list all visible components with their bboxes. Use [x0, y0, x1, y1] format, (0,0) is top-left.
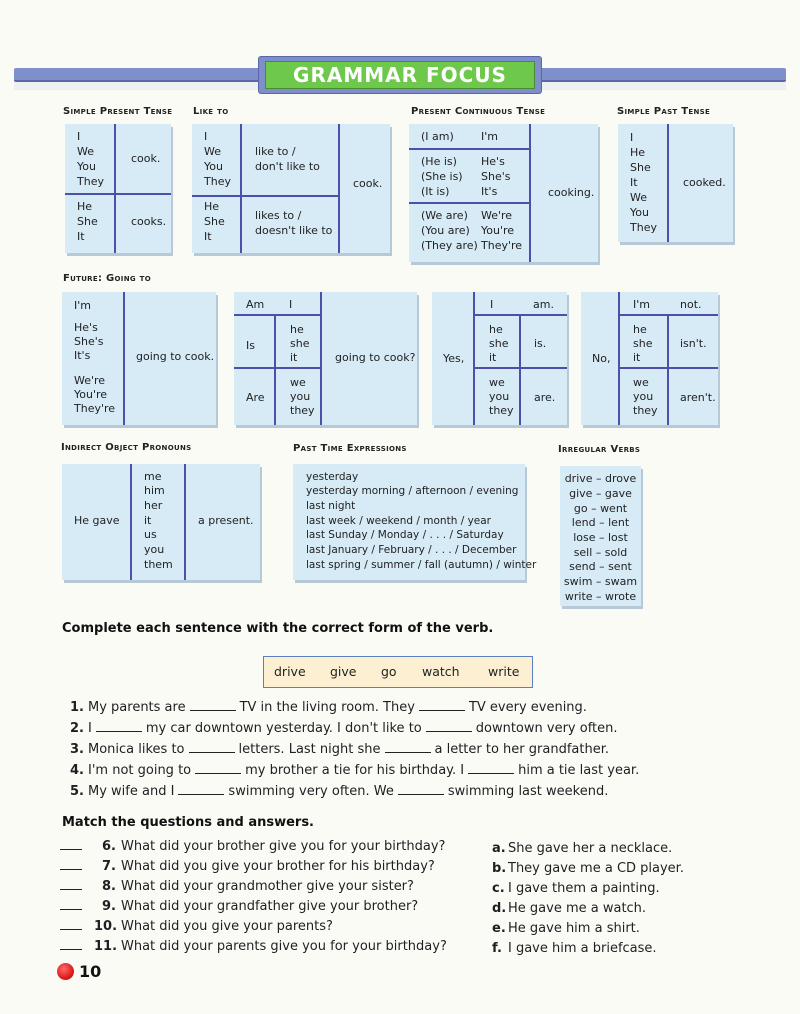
subject: You — [204, 160, 223, 173]
subject: you — [489, 390, 510, 403]
answer-text: I gave him a briefcase. — [508, 941, 657, 956]
subject: it — [489, 351, 497, 364]
match-blank[interactable] — [60, 939, 82, 950]
verb: not. — [680, 298, 702, 311]
subject: I — [490, 298, 494, 311]
subject: They're — [74, 402, 116, 415]
subject: they — [290, 404, 315, 417]
expression: yesterday morning / afternoon / evening — [306, 485, 519, 497]
verb: am. — [533, 298, 554, 311]
subject: we — [633, 376, 649, 389]
present-continuous-table — [409, 124, 598, 262]
yes-word: Yes, — [443, 352, 465, 365]
banner-title: GRAMMAR FOCUS — [293, 63, 507, 87]
heading-irregular: Irregular Verbs — [558, 444, 641, 455]
answer-c — [492, 881, 660, 896]
subject: They — [630, 221, 657, 234]
verb-pair: drive – drove — [564, 472, 637, 485]
sentence-number: 5. — [70, 784, 84, 799]
question-number: 11. — [94, 939, 118, 954]
subject: I — [77, 130, 81, 143]
question-text: What did you give your parents? — [121, 919, 333, 934]
sentence-5 — [70, 784, 608, 799]
short-form: She's — [481, 170, 511, 183]
word-bank-item: go — [381, 664, 397, 679]
subject: We — [630, 191, 647, 204]
grammar-focus-banner — [258, 56, 542, 94]
pronoun: it — [144, 514, 152, 527]
subject: She — [630, 161, 651, 174]
sentence-part: TV in the living room. They — [239, 700, 415, 715]
full-form: (They are) — [421, 239, 478, 252]
answer-text: He gave me a watch. — [508, 901, 647, 916]
heading-simple-past: Simple Past Tense — [617, 106, 711, 117]
question-number: 10. — [94, 919, 118, 934]
answer-a — [492, 841, 672, 856]
sentence-part: swimming last weekend. — [447, 784, 609, 799]
answer-e — [492, 921, 640, 936]
answer-blank[interactable] — [398, 784, 444, 795]
question-text: What did your grandmother give your sister? — [121, 879, 414, 894]
sentence-3 — [70, 742, 609, 757]
verb: cooks. — [131, 215, 167, 228]
full-form: (She is) — [421, 170, 463, 183]
sentence-1 — [70, 700, 587, 715]
subject: It's — [74, 349, 91, 362]
exercise1-instruction: Complete each sentence with the correct form of the verb. — [62, 621, 494, 636]
sentence-part: letters. Last night she — [238, 742, 381, 757]
page-number: 10 — [79, 962, 102, 981]
expression: yesterday — [306, 471, 359, 483]
question-number: 9. — [102, 899, 116, 914]
future-question-table — [234, 292, 417, 425]
verb: cooking. — [548, 186, 595, 199]
match-blank[interactable] — [60, 879, 82, 890]
subject: It — [630, 176, 638, 189]
no-answer-table — [581, 292, 718, 425]
subject: You — [77, 160, 96, 173]
word-bank-item: watch — [422, 664, 460, 679]
simple-past-table — [618, 124, 733, 242]
answer-text: He gave him a shirt. — [508, 921, 640, 936]
question-text: What did you give your brother for his birthday? — [121, 859, 435, 874]
like-phrase: doesn't like to — [255, 224, 333, 237]
aux: Are — [246, 391, 265, 404]
sentence-part: swimming very often. We — [228, 784, 394, 799]
subject: he — [489, 323, 503, 336]
expression: last spring / summer / fall (autumn) / winter — [306, 559, 537, 571]
expression: last week / weekend / month / year — [306, 515, 492, 527]
answer-blank[interactable] — [195, 763, 241, 774]
subject: He's — [74, 321, 98, 334]
simple-present-table — [65, 124, 171, 253]
short-form: They're — [481, 239, 523, 252]
subject: it — [633, 351, 641, 364]
full-form: (I am) — [421, 130, 454, 143]
going-to-phrase: going to cook. — [136, 350, 215, 363]
subject: it — [290, 351, 298, 364]
sentence-part: I'm not going to — [88, 763, 192, 778]
verb: cook. — [353, 177, 383, 190]
subject: He — [204, 200, 220, 213]
subject: you — [290, 390, 311, 403]
subject: She — [204, 215, 225, 228]
answer-blank[interactable] — [96, 721, 142, 732]
sentence-part: TV every evening. — [468, 700, 587, 715]
subject: we — [489, 376, 505, 389]
aux: Is — [246, 339, 255, 352]
subject: she — [633, 337, 653, 350]
expression: last January / February / . . . / December — [306, 544, 517, 556]
full-form: (You are) — [421, 224, 470, 237]
answer-letter: b. — [492, 861, 507, 876]
full-form: (We are) — [421, 209, 468, 222]
verb: cook. — [131, 152, 161, 165]
subject: They — [204, 175, 231, 188]
subject: We — [204, 145, 221, 158]
match-blank[interactable] — [60, 899, 82, 910]
subject: You're — [74, 388, 108, 401]
answer-blank[interactable] — [178, 784, 224, 795]
question-text: What did your grandfather give your brother? — [121, 899, 419, 914]
word-bank-item: drive — [274, 664, 306, 679]
subject: I — [204, 130, 208, 143]
subject: he — [290, 323, 304, 336]
answer-letter: d. — [492, 901, 507, 916]
full-form: (It is) — [421, 185, 450, 198]
exercise2-instruction: Match the questions and answers. — [62, 815, 314, 830]
subject: I'm — [74, 299, 91, 312]
verb-pair: lend – lent — [571, 516, 630, 529]
answer-text: She gave her a necklace. — [508, 841, 673, 856]
subject: I — [289, 298, 293, 311]
yes-answer-table — [432, 292, 567, 425]
question-number: 8. — [102, 879, 116, 894]
question-6 — [60, 839, 445, 854]
sentence-part: My parents are — [88, 700, 186, 715]
verb-pair: lose – lost — [573, 531, 628, 544]
sentence-4 — [70, 763, 639, 778]
subject: She — [77, 215, 98, 228]
subject: she — [290, 337, 310, 350]
verb: is. — [534, 337, 547, 350]
answer-text: I gave them a painting. — [508, 881, 660, 896]
word-bank — [263, 656, 533, 688]
answer-letter: c. — [492, 881, 505, 896]
heading-present-continuous: Present Continuous Tense — [411, 106, 546, 117]
verb: are. — [534, 391, 556, 404]
sentence-end: a present. — [198, 514, 254, 527]
question-11 — [60, 939, 447, 954]
expression: last Sunday / Monday / . . . / Saturday — [306, 529, 504, 541]
sentence-part: My wife and I — [88, 784, 175, 799]
word-bank-item: give — [330, 664, 357, 679]
question-8 — [60, 879, 414, 894]
answer-letter: a. — [492, 841, 506, 856]
word-bank-item: write — [488, 664, 520, 679]
expression: last night — [306, 500, 356, 512]
short-form: It's — [481, 185, 498, 198]
subject: She's — [74, 335, 104, 348]
pronoun: him — [144, 484, 165, 497]
answer-blank[interactable] — [385, 742, 431, 753]
short-form: We're — [481, 209, 513, 222]
question-number: 7. — [102, 859, 116, 874]
subject: we — [290, 376, 306, 389]
full-form: (He is) — [421, 155, 457, 168]
sentence-number: 3. — [70, 742, 84, 757]
heading-indirect-object: Indirect Object Pronouns — [61, 442, 192, 453]
question-text: What did your parents give you for your birthday? — [121, 939, 447, 954]
aux: Am — [246, 298, 265, 311]
sentence-number: 4. — [70, 763, 84, 778]
indirect-object-table — [62, 464, 260, 580]
answer-blank[interactable] — [190, 700, 236, 711]
subject: It — [77, 230, 85, 243]
sentence-2 — [70, 721, 618, 736]
like-phrase: like to / — [255, 145, 296, 158]
question-9 — [60, 899, 418, 914]
pronoun: us — [144, 528, 157, 541]
question-10 — [60, 919, 333, 934]
heading-future: Future: Going to — [63, 273, 152, 284]
subject: It — [204, 230, 212, 243]
heading-simple-present: Simple Present Tense — [63, 106, 173, 117]
answer-blank[interactable] — [419, 700, 465, 711]
answer-text: They gave me a CD player. — [508, 861, 684, 876]
pronoun: her — [144, 499, 163, 512]
future-statement-table — [62, 292, 216, 425]
irregular-verbs-box — [560, 466, 641, 606]
short-form: You're — [481, 224, 515, 237]
verb: cooked. — [683, 176, 726, 189]
subject: They — [77, 175, 104, 188]
match-blank[interactable] — [60, 839, 82, 850]
sentence-number: 1. — [70, 700, 84, 715]
past-time-expressions-box — [293, 464, 537, 580]
subject: they — [489, 404, 514, 417]
verb-pair: write – wrote — [564, 590, 637, 603]
subject: you — [633, 390, 654, 403]
verb: isn't. — [680, 337, 707, 350]
sentence-part: Monica likes to — [88, 742, 185, 757]
page-dot-icon — [57, 963, 74, 980]
verb-pair: go – went — [573, 502, 628, 515]
subject: they — [633, 404, 658, 417]
sentence-part: my car downtown yesterday. I don't like to — [145, 721, 422, 736]
sentence-start: He gave — [74, 514, 120, 527]
pronoun: you — [144, 543, 165, 556]
subject: We — [77, 145, 94, 158]
question-number: 6. — [102, 839, 116, 854]
subject: she — [489, 337, 509, 350]
like-phrase: don't like to — [255, 160, 320, 173]
verb-pair: sell – sold — [573, 546, 628, 559]
no-word: No, — [592, 352, 611, 365]
subject: We're — [74, 374, 106, 387]
match-blank[interactable] — [60, 919, 82, 930]
short-form: He's — [481, 155, 505, 168]
like-to-table — [192, 124, 390, 253]
answer-blank[interactable] — [189, 742, 235, 753]
short-form: I'm — [481, 130, 498, 143]
subject: I'm — [633, 298, 650, 311]
answer-blank[interactable] — [426, 721, 472, 732]
verb-pair: swim – swam — [563, 575, 638, 588]
answer-d — [492, 901, 646, 916]
sentence-part: I — [88, 721, 92, 736]
subject: he — [633, 323, 647, 336]
going-to-phrase: going to cook? — [335, 351, 416, 364]
answer-b — [492, 861, 684, 876]
answer-blank[interactable] — [468, 763, 514, 774]
sentence-part: my brother a tie for his birthday. I — [245, 763, 465, 778]
question-7 — [60, 859, 435, 874]
subject: He — [630, 146, 646, 159]
sentence-part: him a tie last year. — [518, 763, 640, 778]
subject: He — [77, 200, 93, 213]
verb-pair: send – sent — [569, 560, 632, 573]
sentence-part: downtown very often. — [475, 721, 618, 736]
pronoun: them — [144, 558, 173, 571]
heading-past-time: Past Time Expressions — [293, 443, 407, 454]
subject: You — [630, 206, 649, 219]
sentence-part: a letter to her grandfather. — [434, 742, 609, 757]
answer-letter: e. — [492, 921, 506, 936]
match-blank[interactable] — [60, 859, 82, 870]
sentence-number: 2. — [70, 721, 84, 736]
verb-pair: give – gave — [569, 487, 632, 500]
heading-like-to: Like to — [193, 106, 229, 117]
like-phrase: likes to / — [255, 209, 302, 222]
answer-letter: f. — [492, 941, 502, 956]
answer-f — [492, 941, 657, 956]
pronoun: me — [144, 470, 162, 483]
question-text: What did your brother give you for your birthday? — [121, 839, 446, 854]
subject: I — [630, 131, 634, 144]
verb: aren't. — [680, 391, 716, 404]
